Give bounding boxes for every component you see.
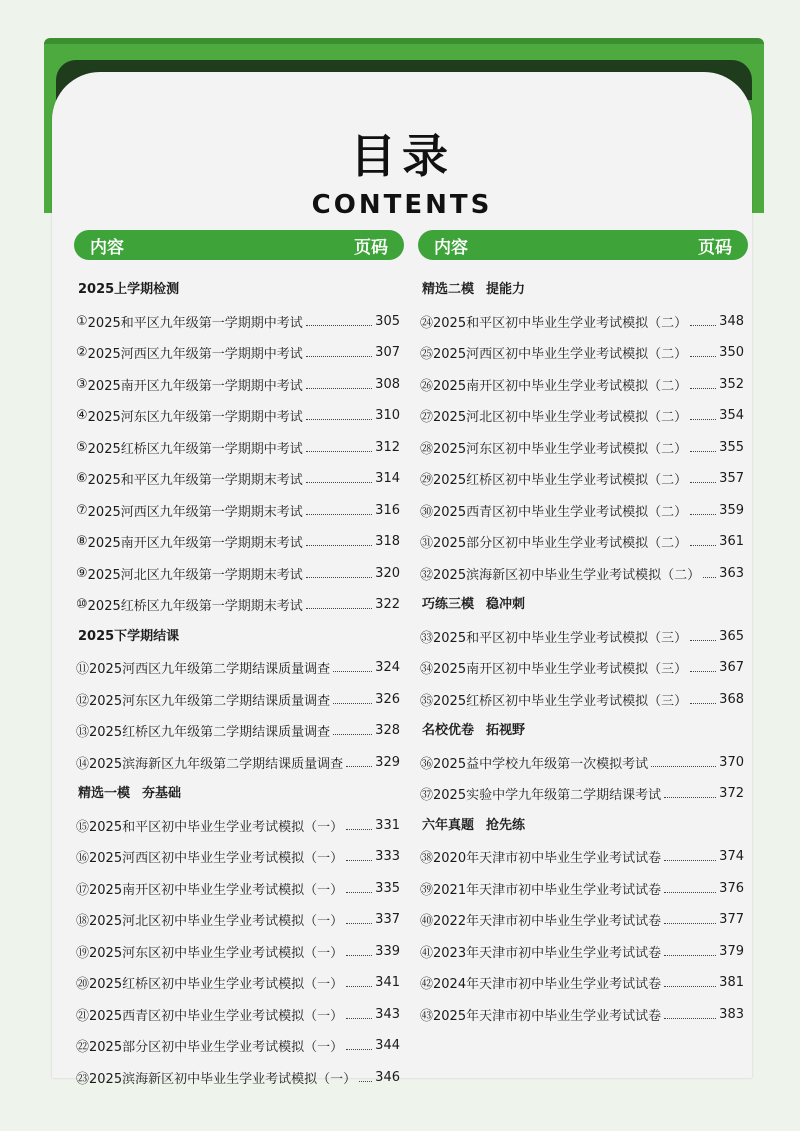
section-heading [418,715,748,747]
section-title: 2025上学期检测 [78,282,180,297]
entry-number: ⑭ [76,756,90,772]
entry-page-number: 324 [375,660,400,676]
toc-entry [74,873,404,905]
dot-leader [306,545,372,546]
entry-page-number: 344 [375,1038,400,1054]
dot-leader [346,1018,372,1019]
section-title: 巧练三模 [422,597,475,612]
entry-page-number: 337 [375,912,400,928]
entry-title: 2025和平区九年级第一学期期中考试 [87,315,303,331]
entry-page-number: 339 [375,943,400,959]
section-heading [418,274,748,306]
dot-leader [690,671,716,672]
entry-page-number: 331 [375,817,400,833]
dot-leader [690,419,716,420]
entry-number: ⑩ [76,597,88,613]
entry-number: ⑮ [76,819,90,835]
entry-title: 2025实验中学九年级第二学期结课考试 [433,788,662,804]
toc-entry [418,873,748,905]
toc-entry [74,526,404,558]
entry-title: 2025河北区九年级第一学期期末考试 [87,567,303,583]
column-header-content-label: 内容 [90,237,124,258]
entry-number: ㉘ [420,441,434,457]
section-subtitle: 提能力 [486,282,526,297]
entry-page-number: 326 [375,691,400,707]
entry-page-number: 359 [719,502,744,518]
entry-title: 2025河北区初中毕业生学业考试模拟（二） [433,410,688,426]
entry-number: ㉙ [420,473,434,489]
entry-title: 2025河西区九年级第一学期期末考试 [87,504,303,520]
entry-title: 2025部分区初中毕业生学业考试模拟（二） [433,536,688,552]
entry-number: ① [76,313,88,329]
dot-leader [359,1081,372,1082]
entry-page-number: 328 [375,723,400,739]
entry-title: 2025河西区初中毕业生学业考试模拟（二） [433,347,688,363]
entry-number: ⑨ [76,565,88,581]
toc-entry [418,337,748,369]
toc-entry [418,778,748,810]
dot-leader [306,388,372,389]
entry-number: ㉛ [420,536,434,552]
entry-title: 2025和平区九年级第一学期期末考试 [87,473,303,489]
entry-number: ㊲ [420,788,434,804]
entry-page-number: 381 [719,975,744,991]
entry-number: ㊱ [420,756,434,772]
entry-page-number: 361 [719,534,744,550]
entry-page-number: 355 [719,439,744,455]
entry-number: ㊳ [420,851,434,867]
section-heading [74,778,404,810]
entry-page-number: 318 [375,534,400,550]
entry-number: ⑤ [76,439,88,455]
column-header-left [74,230,404,260]
section-title: 名校优卷 [422,723,475,738]
entry-title: 2025河东区初中毕业生学业考试模拟（一） [89,945,344,961]
entry-title: 2025滨海新区初中毕业生学业考试模拟（二） [433,567,701,583]
dot-leader [306,577,372,578]
dot-leader [664,892,716,893]
entry-title: 2025河东区九年级第二学期结课质量调查 [89,693,331,709]
dot-leader [664,986,716,987]
toc-entry [74,715,404,747]
toc-entry [74,306,404,338]
dot-leader [690,545,716,546]
entry-page-number: 316 [375,502,400,518]
entry-number: ㊸ [420,1008,434,1024]
entry-number: ④ [76,408,88,424]
dot-leader [306,356,372,357]
entry-title: 2023年天津市初中毕业生学业考试试卷 [433,945,662,961]
toc-list-left [74,274,404,1093]
dot-leader [333,671,372,672]
toc-entry [418,495,748,527]
toc-entry [74,432,404,464]
entry-number: ⑱ [76,914,90,930]
toc-entry [418,684,748,716]
dot-leader [664,1018,716,1019]
entry-number: ㊷ [420,977,434,993]
dot-leader [306,482,372,483]
entry-number: ㊵ [420,914,434,930]
entry-page-number: 352 [719,376,744,392]
dot-leader [346,829,372,830]
dot-leader [306,451,372,452]
entry-page-number: 368 [719,691,744,707]
entry-title: 2025河西区初中毕业生学业考试模拟（一） [89,851,344,867]
entry-title: 2025滨海新区初中毕业生学业考试模拟（一） [89,1071,357,1087]
entry-number: ③ [76,376,88,392]
entry-page-number: 305 [375,313,400,329]
toc-entry [74,747,404,779]
entry-number: ⑳ [76,977,90,993]
dot-leader [690,482,716,483]
dot-leader [690,703,716,704]
entry-page-number: 341 [375,975,400,991]
entry-title: 2025红桥区初中毕业生学业考试模拟（一） [89,977,344,993]
dot-leader [690,640,716,641]
toc-entry [74,400,404,432]
toc-entry [74,558,404,590]
toc-entry [74,1062,404,1094]
dot-leader [346,860,372,861]
entry-title: 2025西青区初中毕业生学业考试模拟（一） [89,1008,344,1024]
entry-number: ㊶ [420,945,434,961]
dot-leader [346,923,372,924]
section-heading [418,589,748,621]
entry-number: ㉖ [420,378,434,394]
dot-leader [690,514,716,515]
entry-number: ㉔ [420,315,434,331]
toc-entry [418,747,748,779]
entry-page-number: 370 [719,754,744,770]
entry-title: 2025红桥区九年级第一学期期中考试 [87,441,303,457]
dot-leader [346,892,372,893]
entry-number: ㉓ [76,1071,90,1087]
entry-title: 2025红桥区初中毕业生学业考试模拟（二） [433,473,688,489]
entry-page-number: 333 [375,849,400,865]
entry-number: ㉕ [420,347,434,363]
entry-page-number: 365 [719,628,744,644]
toc-entry [418,558,748,590]
toc-entry [418,621,748,653]
toc-entry [74,904,404,936]
entry-title: 2025河东区九年级第一学期期中考试 [87,410,303,426]
toc-entry [74,652,404,684]
section-title: 2025下学期结课 [78,628,180,644]
entry-number: ⑲ [76,945,90,961]
dot-leader [690,451,716,452]
page-subtitle: CONTENTS [311,190,493,220]
entry-page-number: 308 [375,376,400,392]
section-subtitle: 稳冲刺 [486,597,526,612]
entry-number: ⑬ [76,725,90,741]
toc-list-right [418,274,748,1030]
section-title: 精选一模 [78,786,131,801]
dot-leader [346,1049,372,1050]
toc-entry [418,841,748,873]
entry-title: 2025河东区初中毕业生学业考试模拟（二） [433,441,688,457]
entry-page-number: 357 [719,471,744,487]
entry-number: ㉞ [420,662,434,678]
entry-title: 2025南开区初中毕业生学业考试模拟（一） [89,882,344,898]
dot-leader [664,923,716,924]
toc-entry [418,400,748,432]
section-heading [418,810,748,842]
dot-leader [306,608,372,609]
entry-number: ㉗ [420,410,434,426]
toc-entry [74,369,404,401]
dot-leader [346,766,372,767]
entry-number: ㉒ [76,1040,90,1056]
dot-leader [664,860,716,861]
entry-number: ⑥ [76,471,88,487]
entry-page-number: 314 [375,471,400,487]
toc-entry [74,810,404,842]
toc-entry [418,306,748,338]
entry-title: 2025河北区初中毕业生学业考试模拟（一） [89,914,344,930]
entry-page-number: 322 [375,597,400,613]
toc-entry [418,432,748,464]
section-title: 六年真题 [422,817,475,833]
dot-leader [690,388,716,389]
dot-leader [306,514,372,515]
toc-entry [74,967,404,999]
entry-title: 2025和平区初中毕业生学业考试模拟（二） [433,315,688,331]
entry-page-number: 312 [375,439,400,455]
entry-number: ㉚ [420,504,434,520]
entry-title: 2025红桥区初中毕业生学业考试模拟（三） [433,693,688,709]
section-heading [74,621,404,653]
section-title: 精选二模 [422,282,475,297]
entry-page-number: 348 [719,313,744,329]
column-header-right [418,230,748,260]
entry-number: ㉑ [76,1008,90,1024]
left-column [74,230,404,1093]
entry-number: ⑪ [76,662,90,678]
entry-page-number: 335 [375,880,400,896]
section-subtitle: 拓视野 [486,723,526,738]
entry-title: 2025和平区初中毕业生学业考试模拟（三） [433,630,688,646]
entry-page-number: 343 [375,1006,400,1022]
section-subtitle: 抢先练 [486,817,526,833]
entry-page-number: 329 [375,754,400,770]
entry-title: 2024年天津市初中毕业生学业考试试卷 [433,977,662,993]
column-header-content-label: 内容 [434,237,468,258]
dot-leader [690,325,716,326]
toc-entry [74,463,404,495]
entry-number: ㉜ [420,567,434,583]
entry-title: 2025南开区初中毕业生学业考试模拟（三） [433,662,688,678]
entry-title: 2025年天津市初中毕业生学业考试试卷 [433,1008,662,1024]
entry-title: 2021年天津市初中毕业生学业考试试卷 [433,882,662,898]
section-subtitle: 夯基础 [142,786,182,801]
entry-title: 2025河西区九年级第二学期结课质量调查 [89,662,331,678]
entry-title: 2025南开区初中毕业生学业考试模拟（二） [433,378,688,394]
entry-title: 2025西青区初中毕业生学业考试模拟（二） [433,504,688,520]
entry-page-number: 350 [719,345,744,361]
toc-entry [74,999,404,1031]
entry-title: 2025部分区初中毕业生学业考试模拟（一） [89,1040,344,1056]
entry-title: 2025南开区九年级第一学期期末考试 [87,536,303,552]
toc-entry [74,684,404,716]
entry-page-number: 310 [375,408,400,424]
toc-entry [74,1030,404,1062]
toc-entry [418,369,748,401]
entry-title: 2025和平区初中毕业生学业考试模拟（一） [89,819,344,835]
entry-page-number: 367 [719,660,744,676]
dot-leader [690,356,716,357]
entry-number: ⑰ [76,882,90,898]
entry-title: 2025南开区九年级第一学期期中考试 [87,378,303,394]
dot-leader [703,577,716,578]
toc-entry [74,589,404,621]
entry-number: ㉝ [420,630,434,646]
toc-entry [74,936,404,968]
entry-number: ② [76,345,88,361]
dot-leader [306,419,372,420]
entry-title: 2022年天津市初中毕业生学业考试试卷 [433,914,662,930]
entry-number: ⑧ [76,534,88,550]
dot-leader [651,766,716,767]
entry-title: 2025红桥区九年级第二学期结课质量调查 [89,725,331,741]
dot-leader [664,797,716,798]
entry-page-number: 376 [719,880,744,896]
column-header-page-label: 页码 [698,237,732,258]
entry-page-number: 383 [719,1006,744,1022]
toc-entry [418,936,748,968]
entry-title: 2025红桥区九年级第一学期期末考试 [87,599,303,615]
dot-leader [664,955,716,956]
toc-entry [418,463,748,495]
entry-page-number: 377 [719,912,744,928]
dot-leader [306,325,372,326]
page-title: 目录 [350,129,454,183]
right-column [418,230,748,1030]
entry-number: ㉟ [420,693,434,709]
dot-leader [333,703,372,704]
entry-page-number: 379 [719,943,744,959]
entry-page-number: 346 [375,1069,400,1085]
contents-panel [52,72,752,1087]
entry-page-number: 363 [719,565,744,581]
entry-title: 2020年天津市初中毕业生学业考试试卷 [433,851,662,867]
toc-entry [74,495,404,527]
entry-number: ⑫ [76,693,90,709]
entry-page-number: 372 [719,786,744,802]
entry-title: 2025滨海新区九年级第二学期结课质量调查 [89,756,344,772]
entry-page-number: 320 [375,565,400,581]
toc-entry [418,999,748,1031]
dot-leader [333,734,372,735]
entry-title: 2025河西区九年级第一学期期中考试 [87,347,303,363]
contents-page [44,38,764,1087]
entry-page-number: 374 [719,849,744,865]
toc-entry [74,337,404,369]
entry-number: ㊴ [420,882,434,898]
dot-leader [346,955,372,956]
entry-number: ⑦ [76,502,88,518]
dot-leader [346,986,372,987]
toc-entry [418,904,748,936]
column-header-page-label: 页码 [354,237,388,258]
toc-entry [74,841,404,873]
toc-entry [418,967,748,999]
toc-entry [418,652,748,684]
entry-number: ⑯ [76,851,90,867]
toc-entry [418,526,748,558]
entry-title: 2025益中学校九年级第一次模拟考试 [433,756,649,772]
section-heading [74,274,404,306]
entry-page-number: 354 [719,408,744,424]
entry-page-number: 307 [375,345,400,361]
